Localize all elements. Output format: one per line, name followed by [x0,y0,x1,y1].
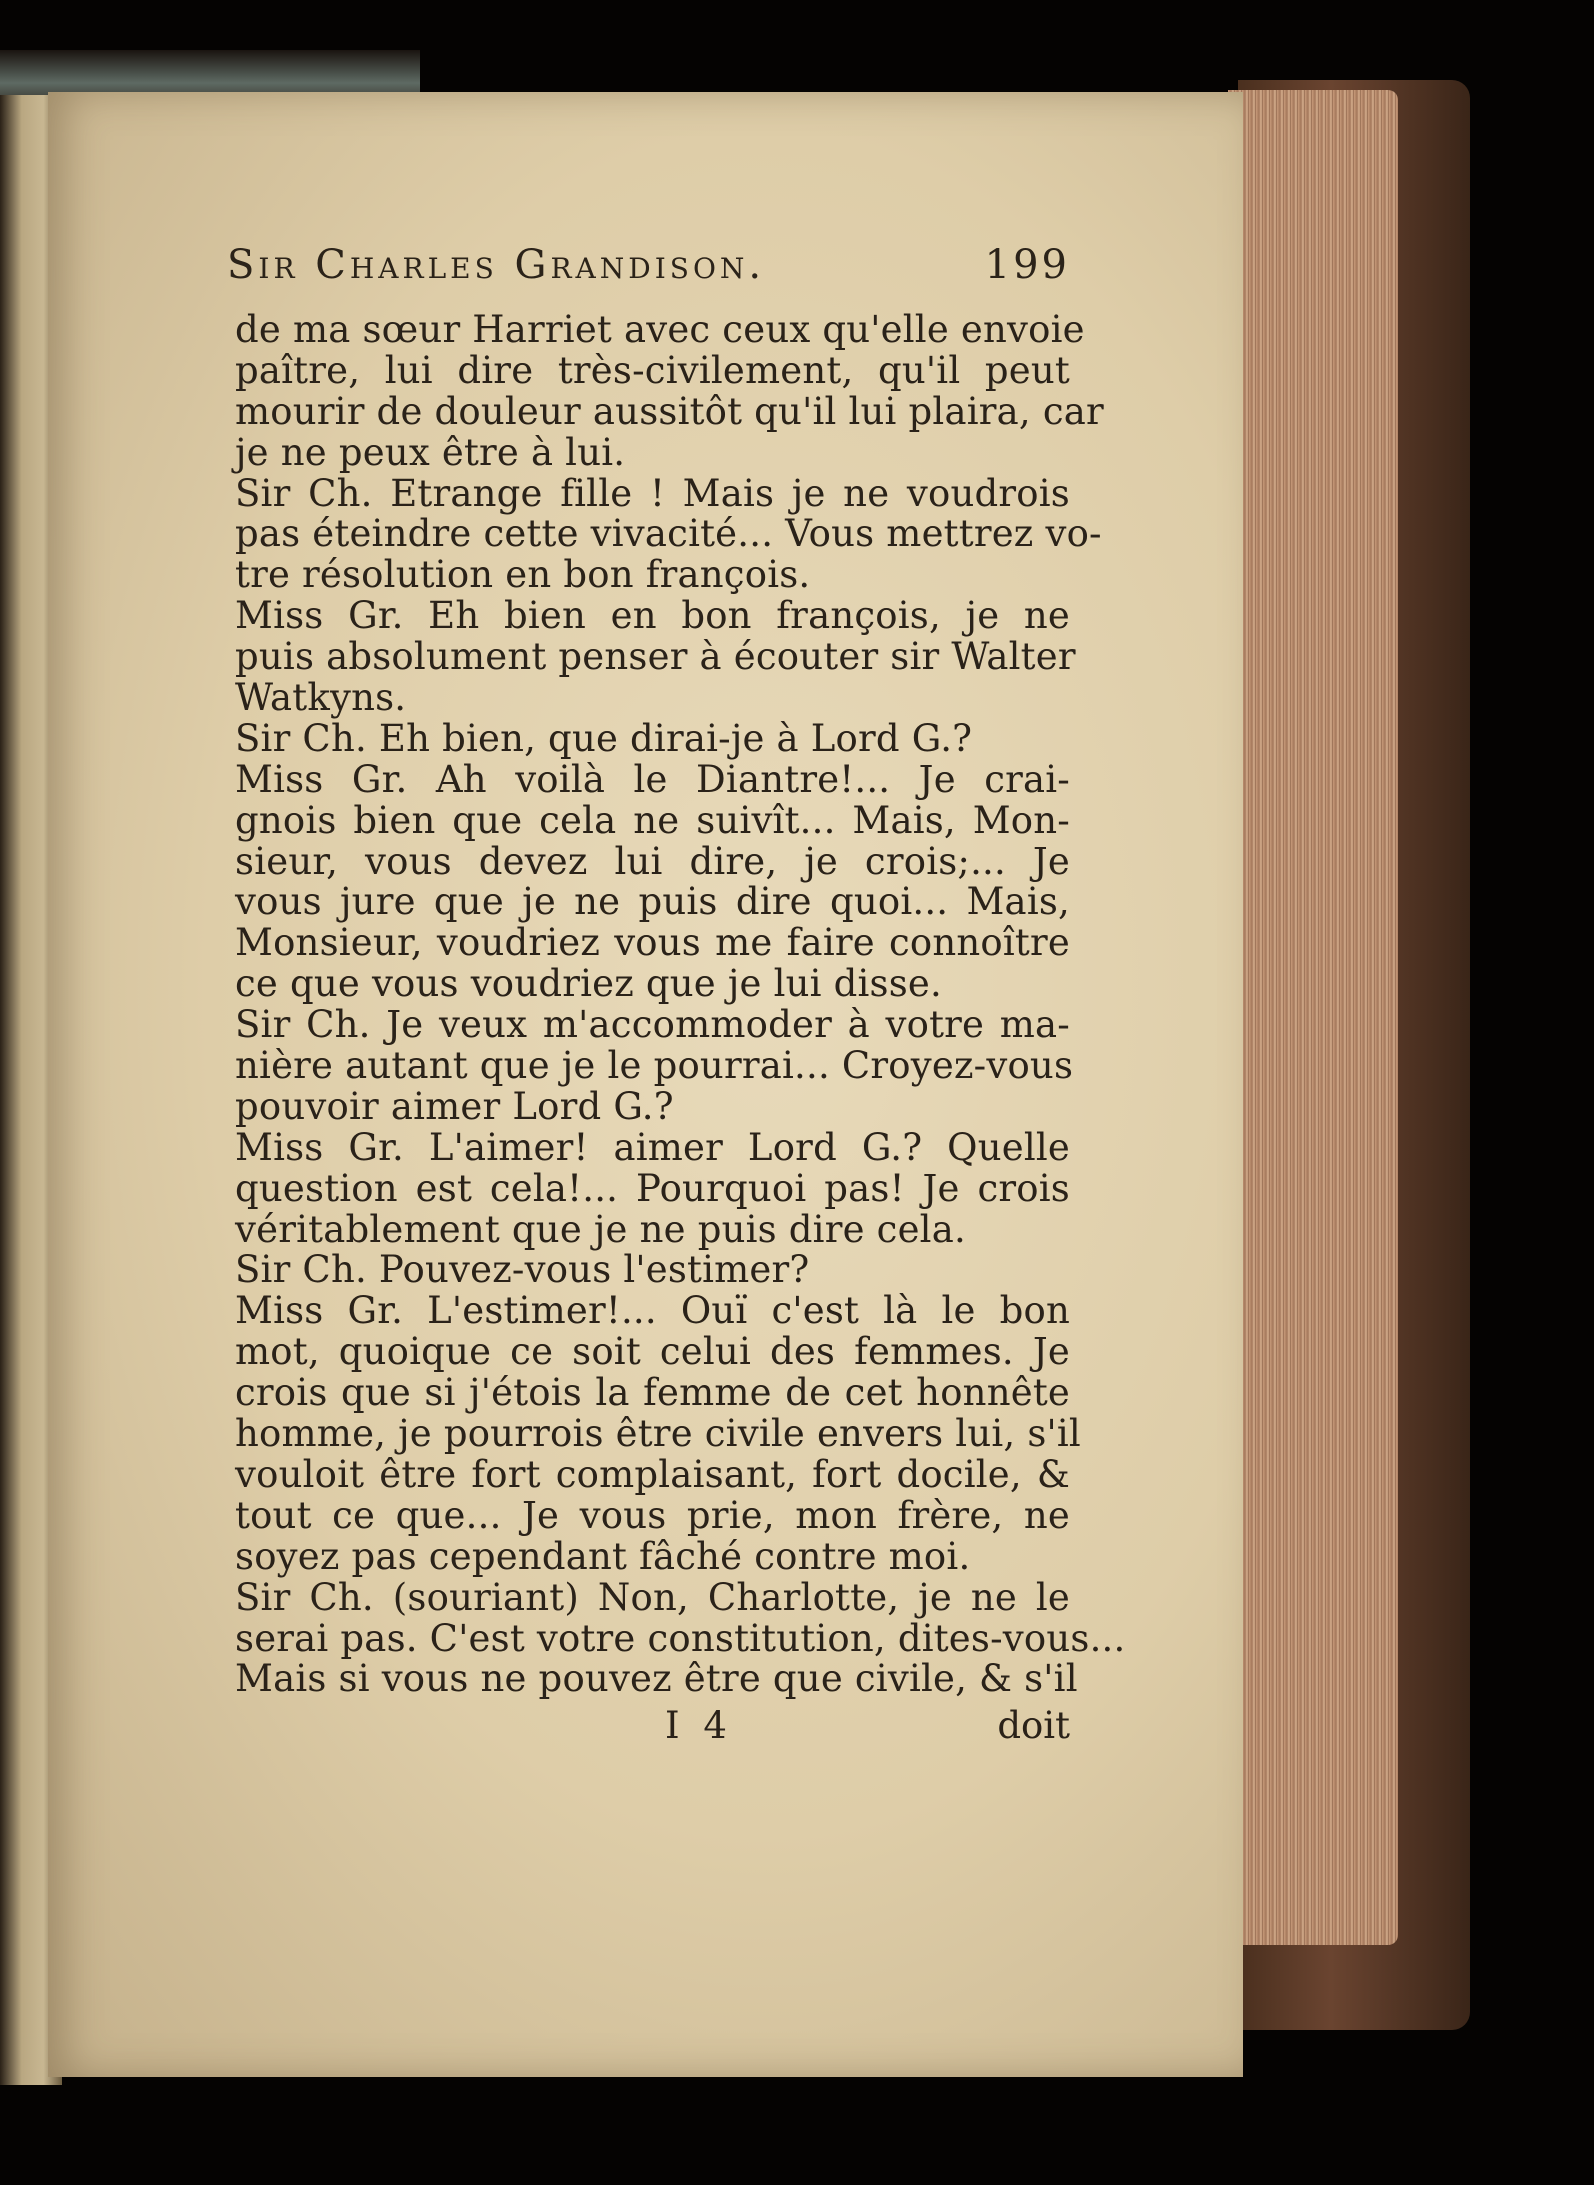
text-line: pouvoir aimer Lord G.? [235,1084,674,1128]
page-text-block [227,242,1126,1748]
running-head [227,242,1070,302]
text-line: mourir de douleur aussitôt qu'il lui plaira, car [235,389,1104,433]
text-line: Miss Gr. L'estimer!... Ouï c'est là le bon [235,1289,1070,1333]
page-footer [235,1704,1070,1747]
running-head-title: Sir Charles Grandison. [227,242,766,288]
text-line: Sir Ch. Pouvez-vous l'estimer? [235,1248,810,1292]
text-line: Miss Gr. Eh bien en bon françois, je ne [235,594,1070,638]
text-line: je ne peux être à lui. [235,430,626,474]
text-line: Monsieur, voudriez vous me faire connoître [235,921,1070,965]
text-line: nière autant que je le pourrai... Croyez-vous [235,1044,1074,1088]
body-text [235,308,1126,1701]
text-line: paître, lui dire très-civilement, qu'il peut [235,348,1070,392]
text-line: pas éteindre cette vivacité... Vous mettrez vo- [235,512,1102,556]
text-line: véritablement que je ne puis dire cela. [235,1207,966,1251]
signature-mark: I 4 [665,1704,733,1748]
text-line: Miss Gr. Ah voilà le Diantre!... Je crai- [235,757,1070,801]
book-page [48,92,1243,2077]
catchword: doit [997,1704,1070,1748]
text-line: gnois bien que cela ne suivît... Mais, Mon- [235,798,1070,842]
text-line: Sir Ch. (souriant) Non, Charlotte, je ne le [235,1575,1070,1619]
text-line: serai pas. C'est votre constitution, dites-vous... [235,1616,1126,1660]
text-line: mot, quoique ce soit celui des femmes. Je [235,1330,1070,1374]
text-line: vous jure que je ne puis dire quoi... Mais, [235,880,1070,924]
text-line: soyez pas cependant fâché contre moi. [235,1534,971,1578]
text-line: Sir Ch. Je veux m'accommoder à votre ma- [235,1003,1070,1047]
text-line: tout ce que... Je vous prie, mon frère, ne [235,1493,1070,1537]
text-line: vouloit être fort complaisant, fort docile, & [235,1452,1070,1496]
text-line: ce que vous voudriez que je lui disse. [235,962,942,1006]
text-line: Miss Gr. L'aimer! aimer Lord G.? Quelle [235,1125,1070,1169]
text-line: Mais si vous ne pouvez être que civile, & s'il [235,1657,1078,1701]
text-line: crois que si j'étois la femme de cet honnête [235,1371,1070,1415]
text-line: Watkyns. [235,676,407,720]
text-line: de ma sœur Harriet avec ceux qu'elle envoie [235,308,1085,351]
page-edges [1228,90,1398,1945]
text-line: sieur, vous devez lui dire, je crois;... Je [235,839,1070,883]
page-number: 199 [984,242,1070,288]
text-line: Sir Ch. Etrange fille ! Mais je ne voudrois [235,471,1070,515]
text-line: Sir Ch. Eh bien, que dirai-je à Lord G.? [235,716,973,760]
text-line: question est cela!... Pourquoi pas! Je crois [235,1166,1070,1210]
text-line: tre résolution en bon françois. [235,553,811,597]
text-line: homme, je pourrois être civile envers lui, s'il [235,1412,1081,1456]
text-line: puis absolument penser à écouter sir Walter [235,635,1076,679]
